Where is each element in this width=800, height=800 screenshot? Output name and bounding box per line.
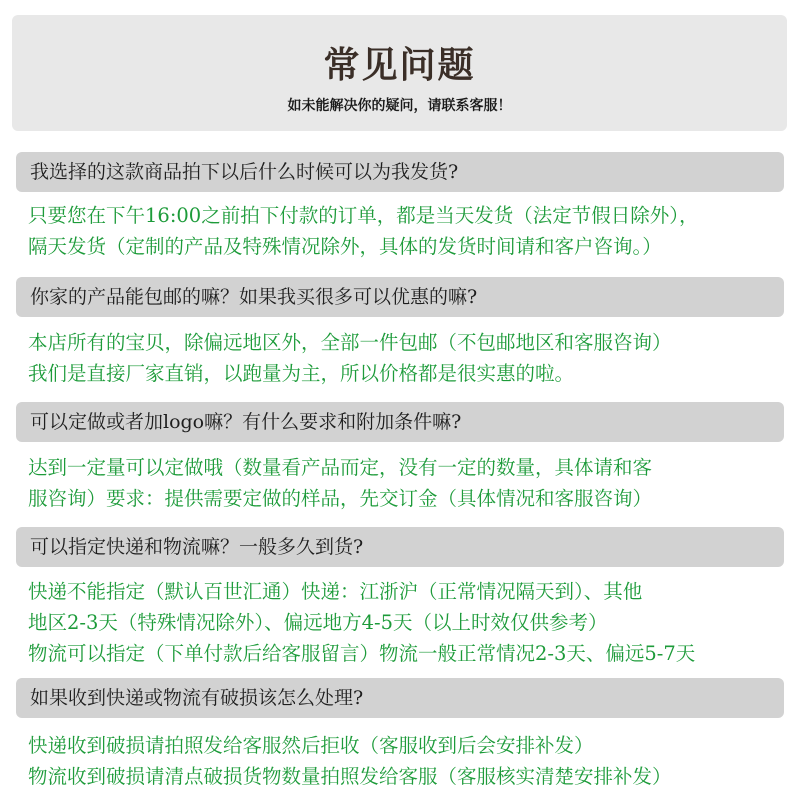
faq-answer-free-shipping xyxy=(28,327,798,389)
answer-line: 快递收到破损请拍照发给客服然后拒收（客服收到后会安排补发） xyxy=(28,734,594,757)
faq-answer-shipping-time xyxy=(28,200,798,262)
answer-line: 物流可以指定（下单付款后给客服留言）物流一般正常情况2-3天、偏远5-7天 xyxy=(28,642,696,665)
answer-line: 物流收到破损请清点破损货物数量拍照发给客服（客服核实清楚安排补发） xyxy=(28,765,672,788)
faq-question-free-shipping: 你家的产品能包邮的嘛？如果我买很多可以优惠的嘛? xyxy=(16,277,784,317)
page-title: 常见问题 xyxy=(323,45,476,86)
answer-line: 服咨询）要求：提供需要定做的样品，先交订金（具体情况和客服咨询） xyxy=(28,487,653,510)
faq-question-customization: 可以定做或者加logo嘛？有什么要求和附加条件嘛? xyxy=(16,402,784,442)
page-subtitle: 如未能解决你的疑问，请联系客服！ xyxy=(287,98,512,114)
answer-line: 只要您在下午16:00之前拍下付款的订单，都是当天发货（法定节假日除外）， xyxy=(28,204,699,227)
faq-question-damaged-package: 如果收到快递或物流有破损该怎么处理? xyxy=(16,678,784,718)
faq-question-shipping-time: 我选择的这款商品拍下以后什么时候可以为我发货? xyxy=(16,152,784,192)
faq-answer-courier-delivery xyxy=(28,576,798,669)
faq-answer-customization xyxy=(28,452,798,514)
answer-line: 本店所有的宝贝，除偏远地区外，全部一件包邮（不包邮地区和客服咨询） xyxy=(28,331,672,354)
faq-question-courier-delivery: 可以指定快递和物流嘛？一般多久到货? xyxy=(16,527,784,567)
header-banner xyxy=(12,15,787,131)
answer-line: 快递不能指定（默认百世汇通）快递：江浙沪（正常情况隔天到）、其他 xyxy=(28,580,643,603)
faq-answer-damaged-package xyxy=(28,730,798,792)
answer-line: 达到一定量可以定做哦（数量看产品而定，没有一定的数量，具体请和客 xyxy=(28,456,653,479)
answer-line: 隔天发货（定制的产品及特殊情况除外，具体的发货时间请和客户咨询。） xyxy=(28,235,662,258)
answer-line: 地区2-3天（特殊情况除外）、偏远地方4-5天（以上时效仅供参考） xyxy=(28,611,608,634)
answer-line: 我们是直接厂家直销，以跑量为主，所以价格都是很实惠的啦。 xyxy=(28,362,575,385)
